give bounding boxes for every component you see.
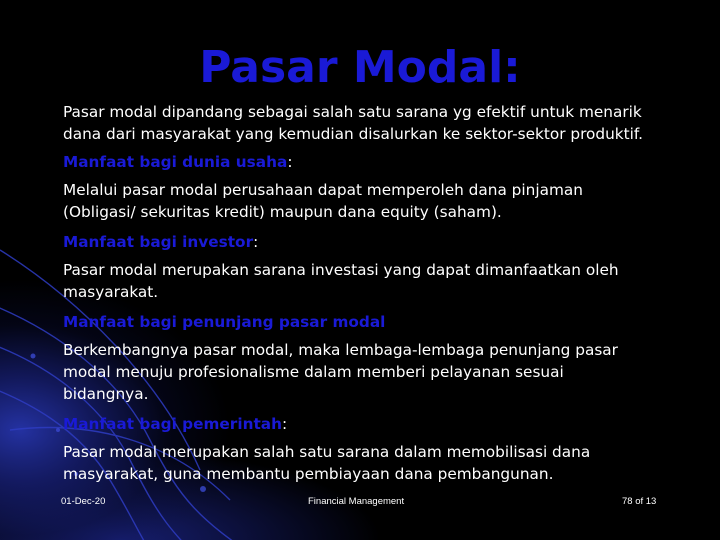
section-heading-investor [63,231,703,253]
section-heading-business [63,151,703,173]
section-body-government: Pasar modal merupakan salah satu sarana dalam memobilisasi dana masyarakat, guna membantu pembiayaan dana pembangunan. [63,443,591,483]
section-heading-text: Manfaat bagi penunjang pasar modal [63,313,386,331]
section-heading-supporting [63,311,703,333]
footer-date: 01-Dec-20 [61,496,106,507]
section-heading-text: Manfaat bagi pemerintah [63,415,283,433]
heading-colon: : [253,233,259,251]
section-body-investor: Pasar modal merupakan sarana investasi yang dapat dimanfaatkan oleh masyarakat. [63,261,619,301]
heading-colon: : [282,415,288,433]
section-body-supporting: Berkembangnya pasar modal, maka lembaga-lembaga penunjang pasar modal menuju profesionalisme dalam memberi pelayanan sesuai bidangnya. [63,341,618,403]
footer-course-name: Financial Management [308,496,405,507]
slide-content [63,101,703,485]
slide-title: Pasar Modal: [199,42,521,93]
section-body-business: Melalui pasar modal perusahaan dapat memperoleh dana pinjaman (Obligasi/ sekuritas kredit) maupun dana equity (saham). [63,181,583,221]
section-heading-text: Manfaat bagi investor [63,233,254,251]
footer-page-number: 78 of 13 [622,496,657,507]
section-heading-text: Manfaat bagi dunia usaha [63,153,288,171]
heading-colon: : [287,153,293,171]
intro-paragraph: Pasar modal dipandang sebagai salah satu sarana yg efektif untuk menarik dana dari masyarakat yang kemudian disalurkan ke sektor-sektor produktif. [63,103,644,143]
section-heading-government [63,413,703,435]
